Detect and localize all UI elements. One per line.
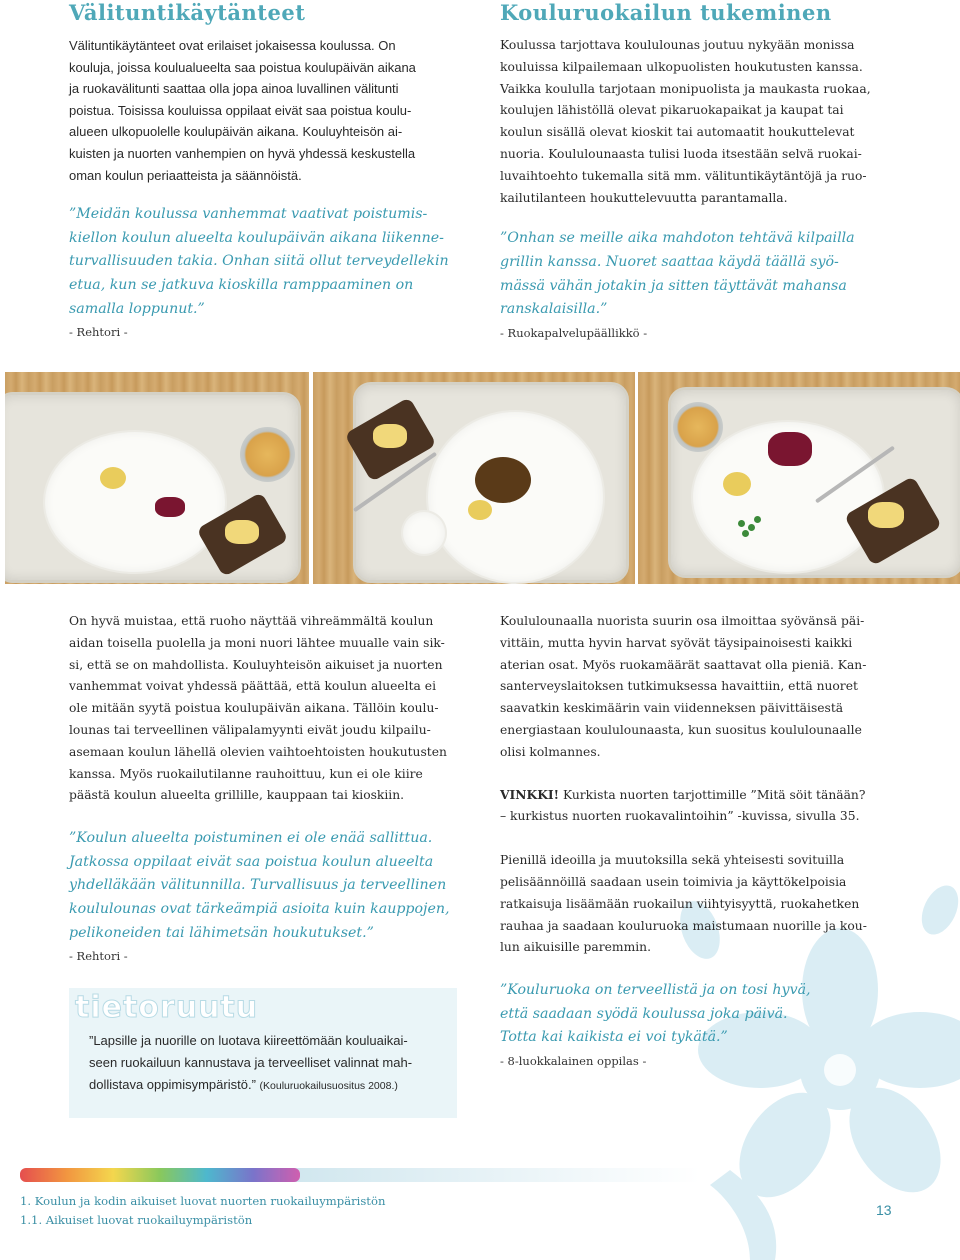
tip-text: Kurkista nuorten tarjottimille ”Mitä söit tänään? — [559, 787, 866, 802]
info-line-last — [89, 1074, 449, 1097]
quote-line: Totta kai kaikista ei voi tykätä.” — [500, 1029, 728, 1046]
quote-line: turvallisuuden takia. Onhan siitä ollut terveydellekin — [69, 253, 449, 270]
left-bottom-column — [69, 611, 479, 963]
potato — [723, 472, 751, 496]
tip-line — [500, 784, 900, 807]
plate — [45, 432, 225, 572]
text-line: kuisten ja nuorten vanhempien on hyvä yhdessä keskustella — [69, 145, 416, 161]
quote-line: grillin kanssa. Nuoret saattaa käydä täällä syö- — [500, 253, 839, 270]
pea — [742, 530, 749, 537]
drink-glass — [240, 427, 295, 482]
quote-line: koululounas ovat tärkeämpiä asioita kuin kauppojen, — [69, 900, 450, 917]
tip-block — [500, 784, 900, 829]
right-top-column — [500, 0, 900, 340]
butter — [868, 502, 904, 528]
text-line: luvaihtoehto tukemalla sitä mm. välituntikäytäntöjä ja ruo- — [500, 168, 867, 183]
quote-line: mässä vähän jotakin ja sitten täyttävät mahansa — [500, 277, 847, 294]
drink-glass — [673, 402, 723, 452]
text-line: koulun sisällä olevat kioskit tai automaatit houkuttelevat — [500, 125, 855, 140]
support-paragraph — [500, 35, 900, 209]
text-line: kailutilanteen houkuttelevuutta parantamalla. — [500, 190, 788, 205]
section-heading-support: Kouluruokailun tukeminen — [500, 0, 832, 25]
yogurt-cup — [403, 512, 445, 554]
text-line: aidan toisella puolella ja moni nuori lähtee muualle vain sik- — [69, 635, 445, 650]
text-line: kouluissa kilpailemaan ulkopuolisten houkutusten kanssa. — [500, 59, 863, 74]
text-line: saavatkin keskimäärin vain viidenneksen päivittäisestä — [500, 701, 844, 716]
quote-line: että saadaan syödä koulussa joka päivä. — [500, 1005, 788, 1022]
quote-line: Jatkossa oppilaat eivät saa poistua koulun alueelta — [69, 853, 434, 870]
right-bottom-column — [500, 611, 900, 1068]
quote-line: samalla loppunut.” — [69, 300, 205, 317]
text-line: päästä koulun alueelta grillille, kauppaan tai kioskiin. — [69, 788, 405, 803]
text-line: ole mitään syytä poistua koulupäivän aikana. Tällöin koulu- — [69, 701, 439, 716]
quote-attribution: - 8-luokkalainen oppilas - — [500, 1053, 647, 1068]
pea — [748, 524, 755, 531]
lunch-tray-photo-1 — [5, 372, 309, 584]
text-line: vanhemmat voivat yhdessä päättää, että koulun alueelta ei — [69, 679, 437, 694]
text-line: vittäin, mutta hyvin harvat syövät täysipainoisesti kaikki — [500, 635, 853, 650]
text-line: poistua. Toisissa kouluissa oppilaat eivät saa poistua koulu- — [69, 102, 412, 118]
text-line: oman koulun periaatteista ja säännöistä. — [69, 167, 302, 183]
footer-chapter: 1. Koulun ja kodin aikuiset luovat nuorten ruokailuympäristön — [20, 1194, 386, 1208]
info-box-title: tietoruutu — [75, 990, 259, 1025]
text-line: energiastaan koululounaasta, kun suositus koululounaalle — [500, 722, 862, 737]
quote-line: pelikoneiden tai lähimetsän houkutukset.” — [69, 924, 374, 941]
beetroot — [155, 497, 185, 517]
butter — [225, 520, 259, 544]
text-line: Koululounaalla nuorista suurin osa ilmoittaa syövänsä päi- — [500, 614, 865, 628]
text-line: Pienillä ideoilla ja muutoksilla sekä yhteisesti sovituilla — [500, 853, 845, 868]
butter — [373, 424, 407, 448]
text-line: santerveyslaitoksen tutkimuksessa havaittiin, että nuoret — [500, 679, 858, 694]
quote-line: etua, kun se jatkuva kioskilla ramppaaminen on — [69, 276, 414, 293]
quote-line: ”Koulun alueelta poistuminen ei ole enää sallittua. — [69, 830, 433, 847]
quote-line: ”Meidän koulussa vanhemmat vaativat poistumis- — [69, 206, 428, 223]
text-line: rauhaa ja saadaan kouluruoka maistumaan nuorille ja kou- — [500, 918, 867, 933]
text-line: Vaikka koululla tarjotaan monipuolista ja maukasta ruokaa, — [500, 81, 871, 96]
section-heading-breaks: Välituntikäytänteet — [69, 0, 306, 25]
quote-attribution: - Ruokapalvelupäällikkö - — [500, 325, 648, 340]
manager-quote — [500, 227, 900, 321]
lunch-tray-photo-3 — [638, 372, 960, 584]
info-line: ”Lapsille ja nuorille on luotava kiireettömään kouluaikai- — [89, 1033, 408, 1048]
quote-line: ”Onhan se meille aika mahdoton tehtävä kilpailla — [500, 230, 855, 247]
pea — [738, 520, 745, 527]
tip-text: – kurkistus nuorten ruokavalintoihin” -kuvissa, sivulla 35. — [500, 809, 860, 824]
text-line: aterian osat. Myös ruokamäärät saattavat olla pieniä. Kan- — [500, 657, 867, 672]
text-line: lun aikuisille paremmin. — [500, 940, 651, 955]
principal-quote — [69, 203, 469, 321]
text-line: si, että se on mahdollista. Kouluyhteisön aikuiset ja nuorten — [69, 657, 443, 672]
text-line: ratkaisuja lisäämään ruokailun viihtyisyyttä, ruokahetken — [500, 896, 860, 911]
text-line: koulujen lähistöllä olevat pikaruokapaikat ja kaupat tai — [500, 103, 844, 118]
info-line: seen ruokailuun kannustava ja terveelliset valinnat mah- — [89, 1055, 413, 1070]
potato — [468, 500, 492, 520]
lunch-tray-photo-2 — [313, 372, 635, 584]
text-line: kouluja, joissa koulualueelta saa poistua koulupäivän aikana — [69, 59, 416, 75]
quote-line: yhdelläkään välitunnilla. Turvallisuus ja terveellinen — [69, 877, 447, 894]
quote-line: ”Kouluruoka on terveellistä ja on tosi hyvä, — [500, 982, 811, 999]
text-line: alueen ulkopuolelle koulupäivän aikana. Kouluyhteisön ai- — [69, 124, 403, 140]
page-number: 13 — [876, 1202, 892, 1218]
pea — [754, 516, 761, 523]
student-quote — [500, 979, 900, 1050]
sauce — [475, 457, 531, 503]
ideas-paragraph — [500, 850, 900, 959]
left-top-column — [69, 0, 469, 339]
text-line: nuoria. Koululounaasta tulisi luoda itsestään selvä ruokai- — [500, 146, 862, 161]
footer-stripe-fade — [280, 1168, 700, 1182]
lunch-paragraph — [500, 611, 900, 764]
text-line: lounas tai terveellinen välipalamyynti eivät joudu kilpailu- — [69, 722, 431, 737]
quote-attribution: - Rehtori - — [69, 949, 128, 964]
text-line: ja ruokavälitunti saattaa olla jopa ainoa luvallinen välitunti — [69, 81, 399, 97]
footer-section: 1.1. Aikuiset luovat ruokailuympäristön — [20, 1213, 253, 1227]
text-line: Koulussa tarjottava koululounas joutuu nykyään monissa — [500, 38, 855, 52]
text-line: kanssa. Myös ruokailutilanne rauhoittuu, kun ei ole kiire — [69, 766, 423, 781]
info-line: dollistava oppimisympäristö.” — [89, 1077, 256, 1092]
text-line: On hyvä muistaa, että ruoho näyttää vihreämmältä koulun — [69, 614, 434, 628]
beetroot — [768, 432, 812, 466]
tip-label: VINKKI! — [500, 786, 560, 802]
breaks-paragraph — [69, 35, 469, 186]
text-line: asemaan koulun lähellä olevien vaihtoehtoisten houkutusten — [69, 744, 447, 759]
quote-attribution: - Rehtori - — [69, 325, 128, 340]
text-line: pelisäännöillä saadaan usein toimivia ja käyttökelpoisia — [500, 874, 847, 889]
info-box — [69, 988, 457, 1118]
info-box-text — [89, 1030, 449, 1097]
info-source: (Kouluruokailusuositus 2008.) — [259, 1080, 398, 1092]
potato — [100, 467, 126, 489]
quote-line: ranskalaisilla.” — [500, 301, 608, 318]
footer-rainbow-stripe — [20, 1168, 300, 1182]
text-line: olisi kolmannes. — [500, 744, 601, 759]
quote-line: kiellon koulun alueelta koulupäivän aikana liikenne- — [69, 229, 444, 246]
principal-quote-2 — [69, 827, 479, 945]
grass-paragraph — [69, 611, 479, 807]
text-line: Välituntikäytänteet ovat erilaiset jokaisessa koulussa. On — [69, 38, 396, 53]
